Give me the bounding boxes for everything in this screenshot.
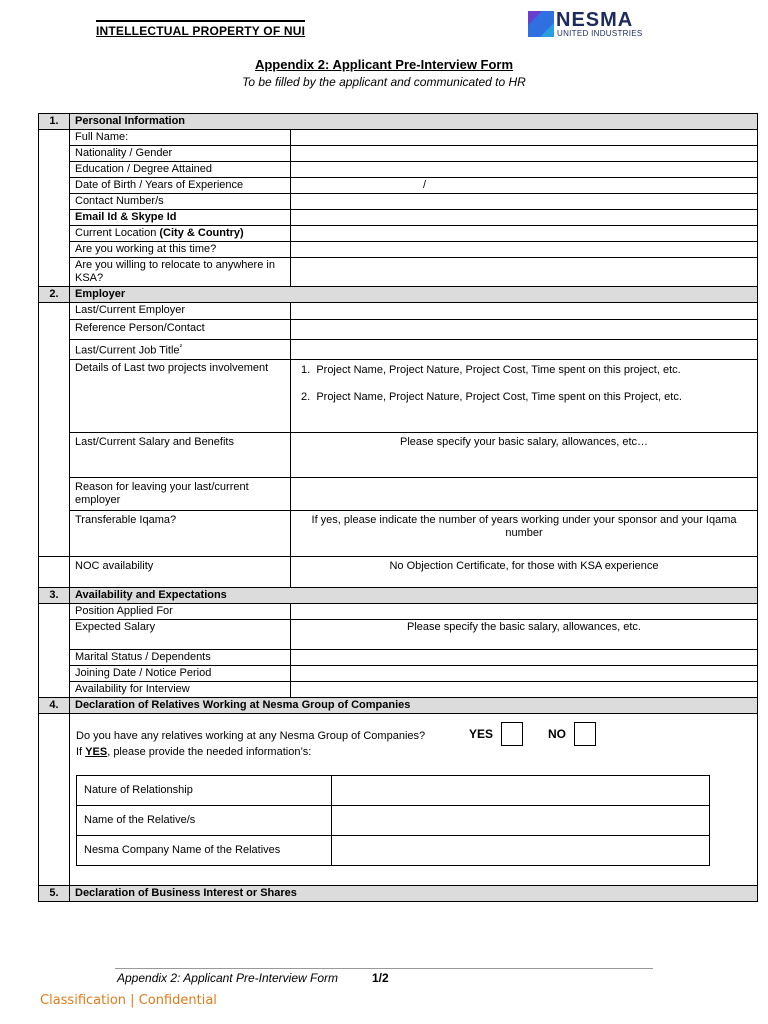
logo-subtitle: UNITED INDUSTRIES: [557, 29, 643, 38]
footer-divider: [115, 968, 653, 969]
section-title: Declaration of Business Interest or Shares: [70, 885, 758, 901]
field-label: Are you working at this time?: [70, 242, 291, 258]
relative-name-field[interactable]: [332, 805, 710, 835]
field-label: Nationality / Gender: [70, 146, 291, 162]
section-number: 3.: [39, 587, 70, 603]
field-label: Availability for Interview: [70, 681, 291, 697]
section-title: Declaration of Relatives Working at Nesma Group of Companies: [70, 697, 758, 713]
footer-title: Appendix 2: Applicant Pre-Interview Form: [117, 971, 338, 985]
section-title: Employer: [70, 287, 758, 303]
field-label: Marital Status / Dependents: [70, 649, 291, 665]
field-label: Details of Last two projects involvement: [70, 359, 291, 432]
section-number: 4.: [39, 697, 70, 713]
noc-hint: No Objection Certificate, for those with KSA experience: [389, 559, 659, 572]
noc-field[interactable]: [291, 556, 758, 587]
field-label: Expected Salary: [70, 619, 291, 649]
field-label: Are you willing to relocate to anywhere in KSA?: [70, 258, 291, 287]
applicant-form-table: [38, 113, 758, 902]
availability-field[interactable]: [291, 681, 758, 697]
position-field[interactable]: [291, 603, 758, 619]
expected-salary-hint: Please specify the basic salary, allowances, etc.: [407, 620, 641, 633]
relative-label: Nature of Relationship: [77, 775, 332, 805]
section-title: Availability and Expectations: [70, 587, 758, 603]
classification-label: Classification | Confidential: [40, 993, 217, 1008]
project-1-hint: 1. Project Name, Project Nature, Project Cost, Time spent on this project, etc.: [301, 363, 681, 376]
field-label: Reason for leaving your last/current employer: [70, 477, 291, 510]
relocate-field[interactable]: [291, 258, 758, 287]
field-label: Position Applied For: [70, 603, 291, 619]
logo-name: NESMA: [556, 9, 634, 31]
section-number: 1.: [39, 114, 70, 130]
reason-leaving-field[interactable]: [291, 477, 758, 510]
contact-number-field[interactable]: [291, 194, 758, 210]
ip-header: INTELLECTUAL PROPERTY OF NUI: [96, 20, 305, 38]
nationality-field[interactable]: [291, 146, 758, 162]
relatives-declaration: [70, 713, 758, 885]
section-number: 5.: [39, 885, 70, 901]
yes-checkbox[interactable]: [501, 722, 523, 746]
project-2-hint: 2. Project Name, Project Nature, Project Cost, Time spent on this Project, etc.: [301, 390, 682, 403]
joining-date-field[interactable]: [291, 665, 758, 681]
marital-status-field[interactable]: [291, 649, 758, 665]
field-label: Last/Current Employer: [70, 303, 291, 320]
relative-label: Nesma Company Name of the Relatives: [77, 835, 332, 865]
section-2-header: [39, 287, 758, 303]
field-label: Date of Birth / Years of Experience: [70, 178, 291, 194]
education-field[interactable]: [291, 162, 758, 178]
dob-experience-field[interactable]: [291, 178, 758, 194]
page-title: Appendix 2: Applicant Pre-Interview Form: [254, 57, 514, 72]
page-subtitle: To be filled by the applicant and communicated to HR: [242, 75, 526, 89]
relationship-field[interactable]: [332, 775, 710, 805]
section-5-header: [39, 885, 758, 901]
field-label: Full Name:: [70, 130, 291, 146]
projects-field[interactable]: [291, 359, 758, 432]
job-title-field[interactable]: [291, 340, 758, 360]
relatives-instruction: If YES, please provide the needed information’s:: [76, 745, 312, 758]
field-label: Education / Degree Attained: [70, 162, 291, 178]
dob-separator: /: [423, 179, 427, 191]
nesma-logo-icon: [528, 11, 554, 39]
iqama-field[interactable]: [291, 510, 758, 556]
location-field[interactable]: [291, 226, 758, 242]
reference-field[interactable]: [291, 320, 758, 340]
no-label: NO: [548, 726, 566, 741]
field-label-location: Current Location (City & Country): [70, 226, 291, 242]
section-number: 2.: [39, 287, 70, 303]
field-label-job-title: Last/Current Job Title$^{^2}$: [70, 340, 291, 360]
field-label: Email Id & Skype Id: [70, 210, 291, 226]
section-4-header: [39, 697, 758, 713]
section-1-header: [39, 114, 758, 130]
page-number: 1/2: [372, 971, 389, 985]
section-3-header: [39, 587, 758, 603]
field-label: NOC availability: [70, 556, 291, 587]
no-checkbox[interactable]: [574, 722, 596, 746]
relatives-table: [76, 775, 710, 866]
iqama-hint: If yes, please indicate the number of years working under your sponsor and your Iqama number: [311, 513, 737, 539]
relative-company-field[interactable]: [332, 835, 710, 865]
field-label: Transferable Iqama?: [70, 510, 291, 556]
salary-hint: Please specify your basic salary, allowances, etc…: [399, 435, 648, 448]
field-label: Contact Number/s: [70, 194, 291, 210]
field-label: Joining Date / Notice Period: [70, 665, 291, 681]
full-name-field[interactable]: [291, 130, 758, 146]
yes-label: YES: [469, 726, 494, 741]
expected-salary-field[interactable]: [291, 619, 758, 649]
section-title: Personal Information: [70, 114, 758, 130]
working-now-field[interactable]: [291, 242, 758, 258]
relatives-question: Do you have any relatives working at any Nesma Group of Companies?: [76, 729, 426, 742]
relative-label: Name of the Relative/s: [77, 805, 332, 835]
salary-benefits-field[interactable]: [291, 432, 758, 477]
employer-field[interactable]: [291, 303, 758, 320]
field-label: Reference Person/Contact: [70, 320, 291, 340]
email-skype-field[interactable]: [291, 210, 758, 226]
field-label: Last/Current Salary and Benefits: [70, 432, 291, 477]
